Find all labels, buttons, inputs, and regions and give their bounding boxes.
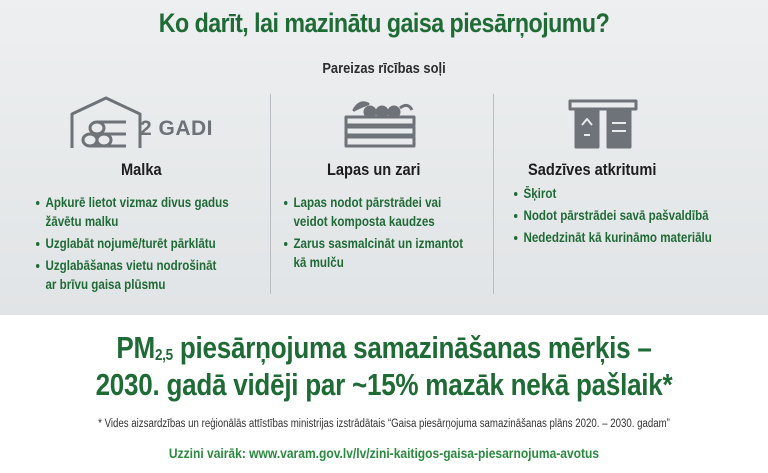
compost-crate-icon (338, 94, 422, 150)
heading-leaves: Lapas un zari (327, 160, 421, 179)
page-title: Ko darīt, lai mazinātu gaisa piesārņojumu? (158, 8, 610, 38)
list-item: Nodot pārstrādei savā pašvaldībā (514, 206, 712, 225)
list-item: Apkurē lietot vizmaz divus gadus žāvētu malku (36, 193, 229, 231)
two-years-label: 2 GADI (140, 117, 214, 140)
list-item: Zarus sasmalcināt un izmantot kā mulču (284, 234, 463, 272)
recycling-bins-icon (566, 95, 640, 151)
list-item: Uzglabāšanas vietu nodrošināt ar brīvu gaisa plūsmu (36, 256, 229, 294)
list-item: Šķirot (514, 184, 712, 203)
column-divider (493, 94, 494, 294)
target-line-1: $PM_{2,5}$ piesārņojuma samazināšanas mērķis – (116, 330, 652, 365)
more-info-link[interactable]: Uzzini vairāk: www.varam.gov.lv/lv/zini-kaitigos-gaisa-piesarnojuma-avotus (168, 445, 600, 461)
column-divider (270, 94, 271, 294)
page-subtitle: Pareizas rīcības soļi (322, 60, 446, 77)
list-item: Nededzināt kā kurināmo materiālu (514, 228, 712, 247)
heading-waste: Sadzīves atkritumi (528, 160, 657, 179)
heading-firewood: Malka (121, 160, 162, 179)
list-item: Lapas nodot pārstrādei vai veidot komposta kaudzes (284, 193, 463, 231)
target-line-2: 2030. gadā vidēji par ~15% mazāk nekā pašlaik* (95, 367, 673, 402)
waste-bullets (514, 184, 744, 250)
leaves-bullets (284, 193, 492, 275)
firewood-bullets (36, 193, 260, 297)
footnote: * Vides aizsardzības un reģionālās attīstības ministrijas izstrādātais “Gaisa piesārņojuma samazināšanas plāns 2020. – 2030. gadam” (98, 418, 670, 430)
list-item: Uzglabāt nojumē/turēt pārklātu (36, 234, 229, 253)
